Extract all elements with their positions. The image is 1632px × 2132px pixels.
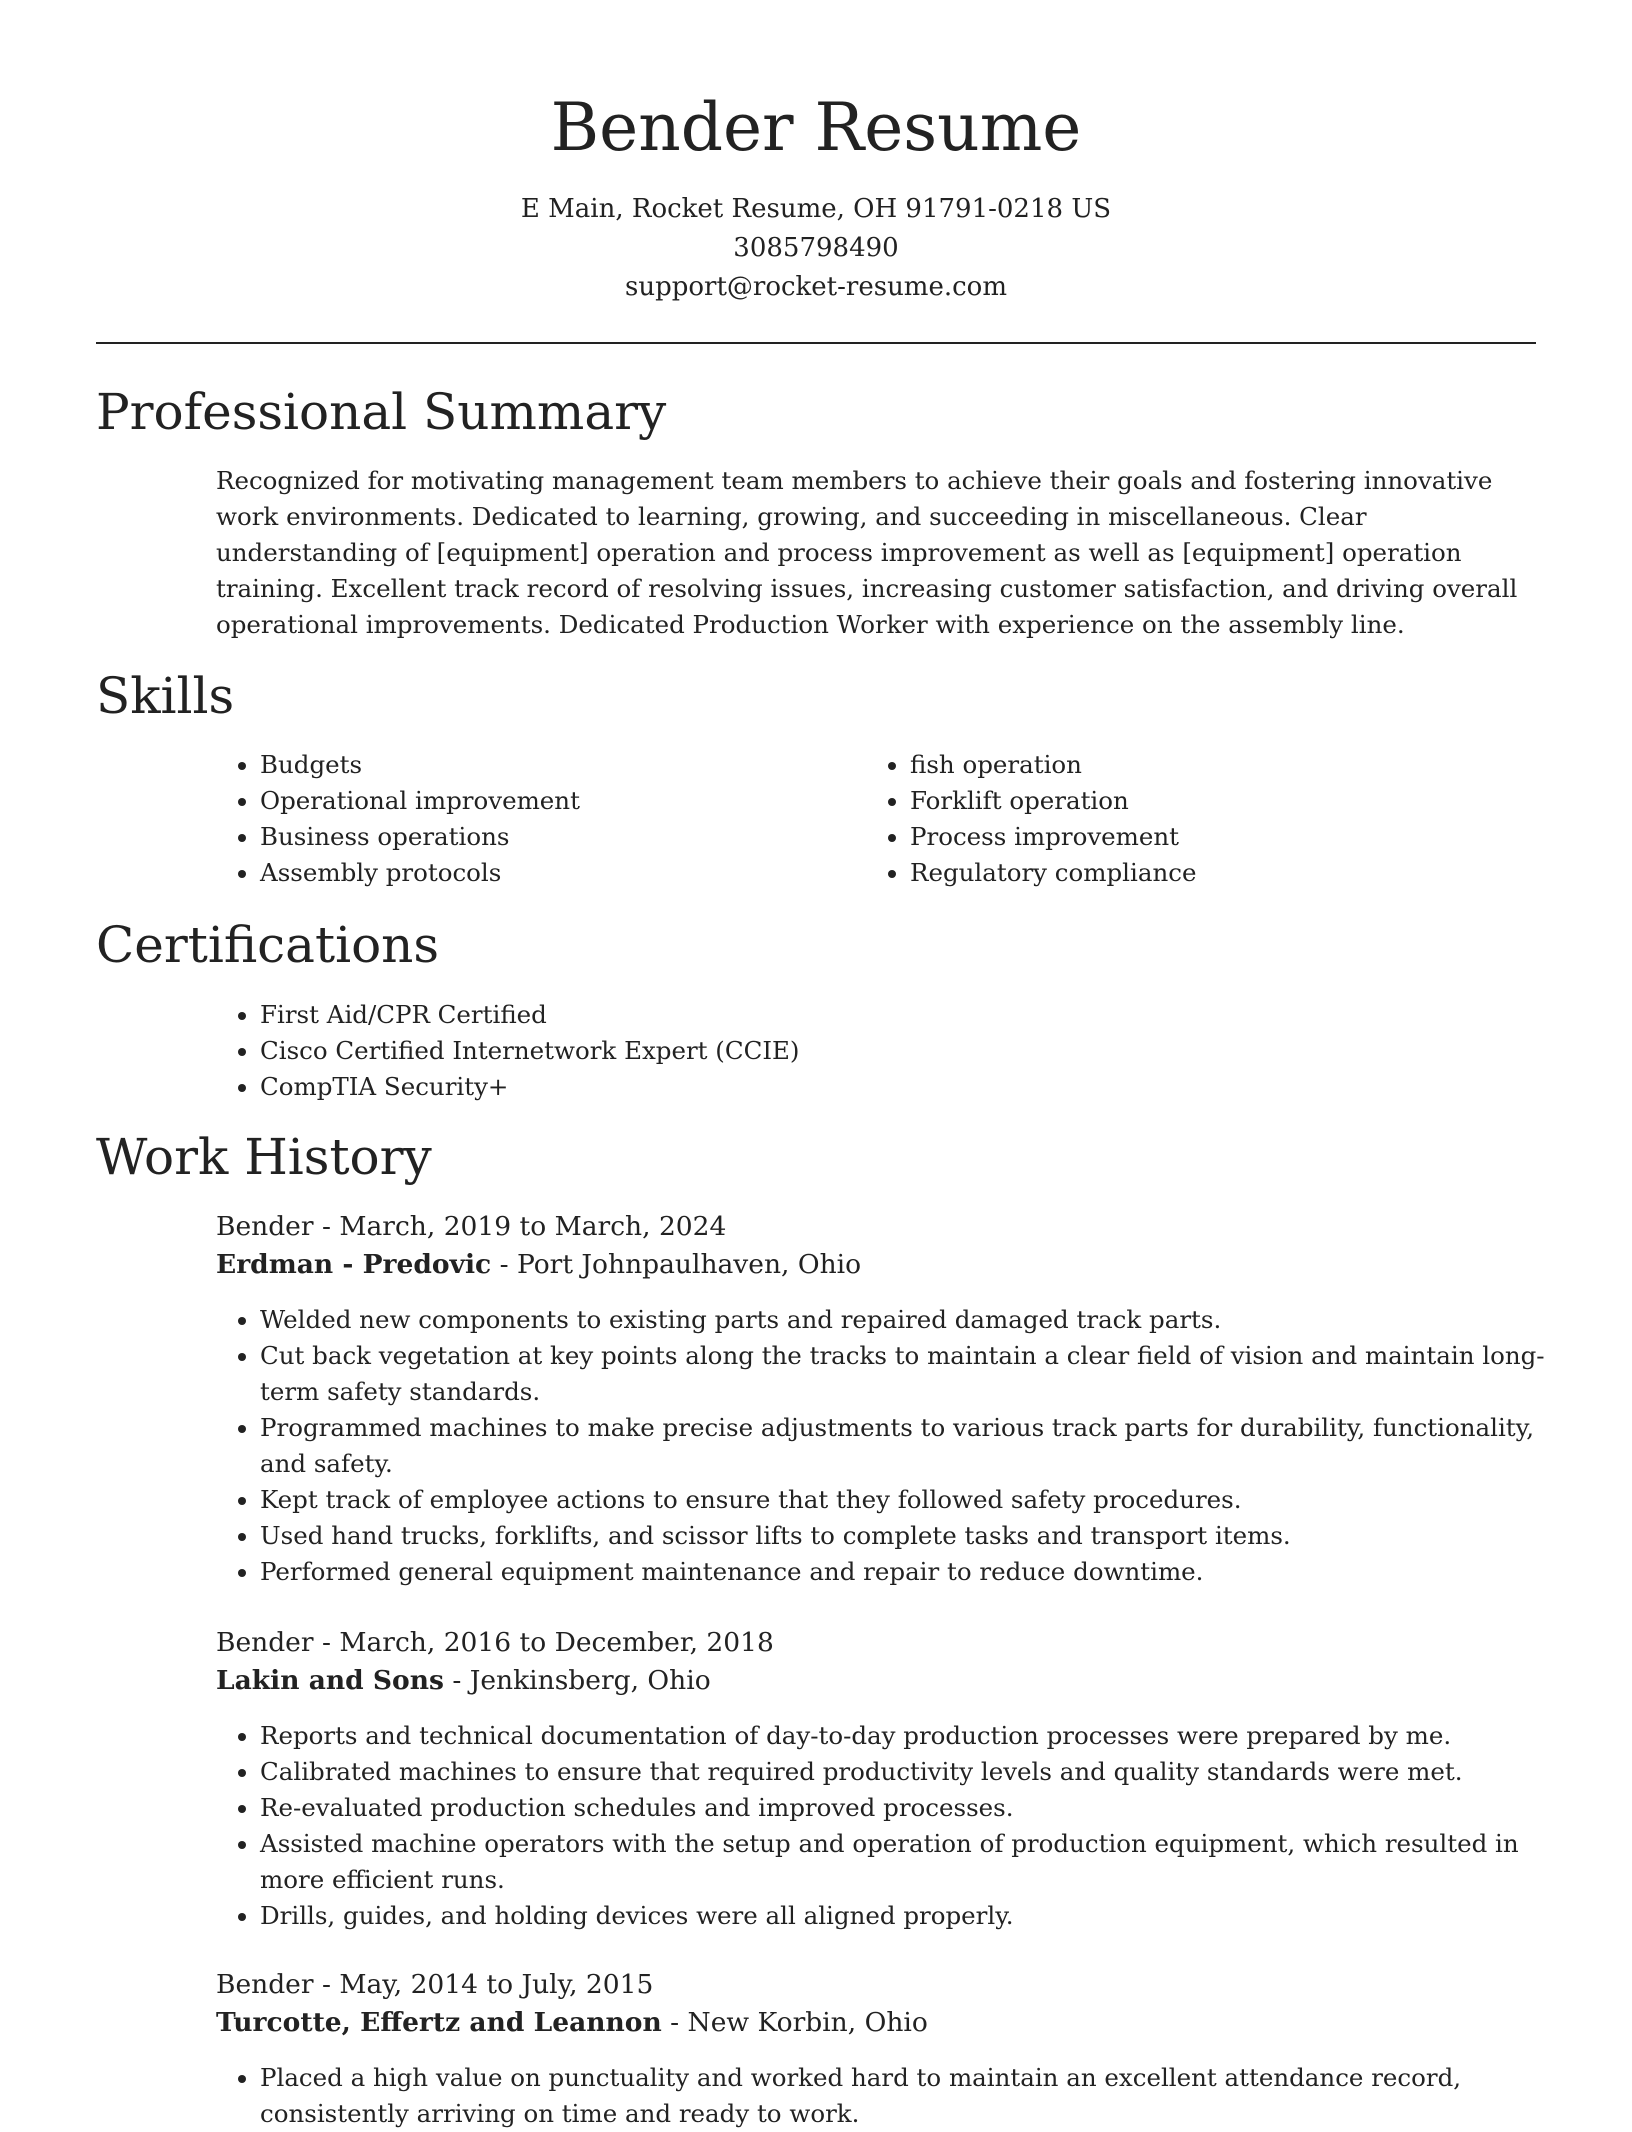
job-company: Turcotte, Effertz and Leannon (216, 2007, 662, 2038)
certification-item: • CompTIA Security+ (260, 1069, 1580, 1105)
job-bullet: • Cut back vegetation at key points along the tracks to maintain a clear field of vision and maintain long-term safety standards. (260, 1338, 1580, 1410)
skill-item: • Forklift operation (910, 783, 1510, 819)
job-company: Lakin and Sons (216, 1665, 444, 1696)
skill-item: • Business operations (260, 819, 860, 855)
contact-phone: 3085798490 (733, 233, 899, 263)
summary-heading: Professional Summary (96, 383, 667, 441)
job-bullet: • Reports and technical documentation of day-to-day production processes were prepared by me. (260, 1718, 1580, 1754)
job-bullet: • Placed a high value on punctuality and worked hard to maintain an excellent attendance record, consistently arriving on time and ready to work. (260, 2060, 1580, 2132)
job-bullet: • Used hand trucks, forklifts, and scissor lifts to complete tasks and transport items. (260, 1518, 1580, 1554)
job-title-dates: Bender - March, 2019 to March, 2024 (216, 1211, 727, 1242)
skill-item: • Operational improvement (260, 783, 860, 819)
job-bullets (216, 2060, 1580, 2132)
skill-item: • Process improvement (910, 819, 1510, 855)
contact-address: E Main, Rocket Resume, OH 91791-0218 US (520, 194, 1112, 224)
skill-item: • fish operation (910, 747, 1510, 783)
job-bullets (216, 1302, 1580, 1590)
job-title-dates: Bender - May, 2014 to July, 2015 (216, 1969, 654, 2000)
job-employer (216, 2004, 928, 2042)
job-bullet: • Drills, guides, and holding devices were all aligned properly. (260, 1898, 1580, 1934)
job-company: Erdman - Predovic (216, 1249, 492, 1280)
certification-item: • First Aid/CPR Certified (260, 997, 1580, 1033)
skill-item: • Budgets (260, 747, 860, 783)
certification-item: • Cisco Certified Internetwork Expert (CCIE) (260, 1033, 1580, 1069)
skills-heading: Skills (96, 667, 235, 725)
certifications-list (216, 997, 1580, 1105)
job-bullets (216, 1718, 1580, 1934)
job-employer (216, 1662, 711, 1700)
job-title-dates: Bender - March, 2016 to December, 2018 (216, 1627, 774, 1658)
summary-text: Recognized for motivating management team members to achieve their goals and fostering innovative work environments. Dedicated to learning, growing, and succeeding in miscellaneous. Clear understanding of [equipment] operation and process improvement as well as [equipment] operation training. Excellent track record of resolving issues, increasing customer satisfaction, and driving overall operational improvements. Dedicated Production Worker with experience on the assembly line. (216, 466, 1518, 639)
job-location: - Jenkinsberg, Ohio (443, 1665, 711, 1696)
certifications-heading: Certifications (96, 916, 440, 974)
job-bullet: • Assisted machine operators with the setup and operation of production equipment, which resulted in more efficient runs. (260, 1826, 1580, 1898)
header-divider (96, 342, 1536, 344)
work-history-heading: Work History (96, 1128, 432, 1186)
job-bullet: • Welded new components to existing parts and repaired damaged track parts. (260, 1302, 1580, 1338)
skill-item: • Assembly protocols (260, 855, 860, 891)
job-employer (216, 1246, 861, 1284)
job-bullet: • Calibrated machines to ensure that required productivity levels and quality standards were met. (260, 1754, 1580, 1790)
contact-email: support@rocket-resume.com (624, 272, 1007, 302)
resume-name: Bender Resume (550, 89, 1082, 166)
skills-list-right (866, 747, 1510, 891)
skill-item: • Regulatory compliance (910, 855, 1510, 891)
job-bullet: • Re-evaluated production schedules and improved processes. (260, 1790, 1580, 1826)
skills-list-left (216, 747, 860, 891)
job-bullet: • Performed general equipment maintenance and repair to reduce downtime. (260, 1554, 1580, 1590)
resume-header (0, 0, 1632, 307)
job-bullet: • Kept track of employee actions to ensure that they followed safety procedures. (260, 1482, 1580, 1518)
job-location: - New Korbin, Ohio (661, 2007, 928, 2038)
job-location: - Port Johnpaulhaven, Ohio (491, 1249, 862, 1280)
job-bullet: • Programmed machines to make precise adjustments to various track parts for durability, functionality, and safety. (260, 1410, 1580, 1482)
